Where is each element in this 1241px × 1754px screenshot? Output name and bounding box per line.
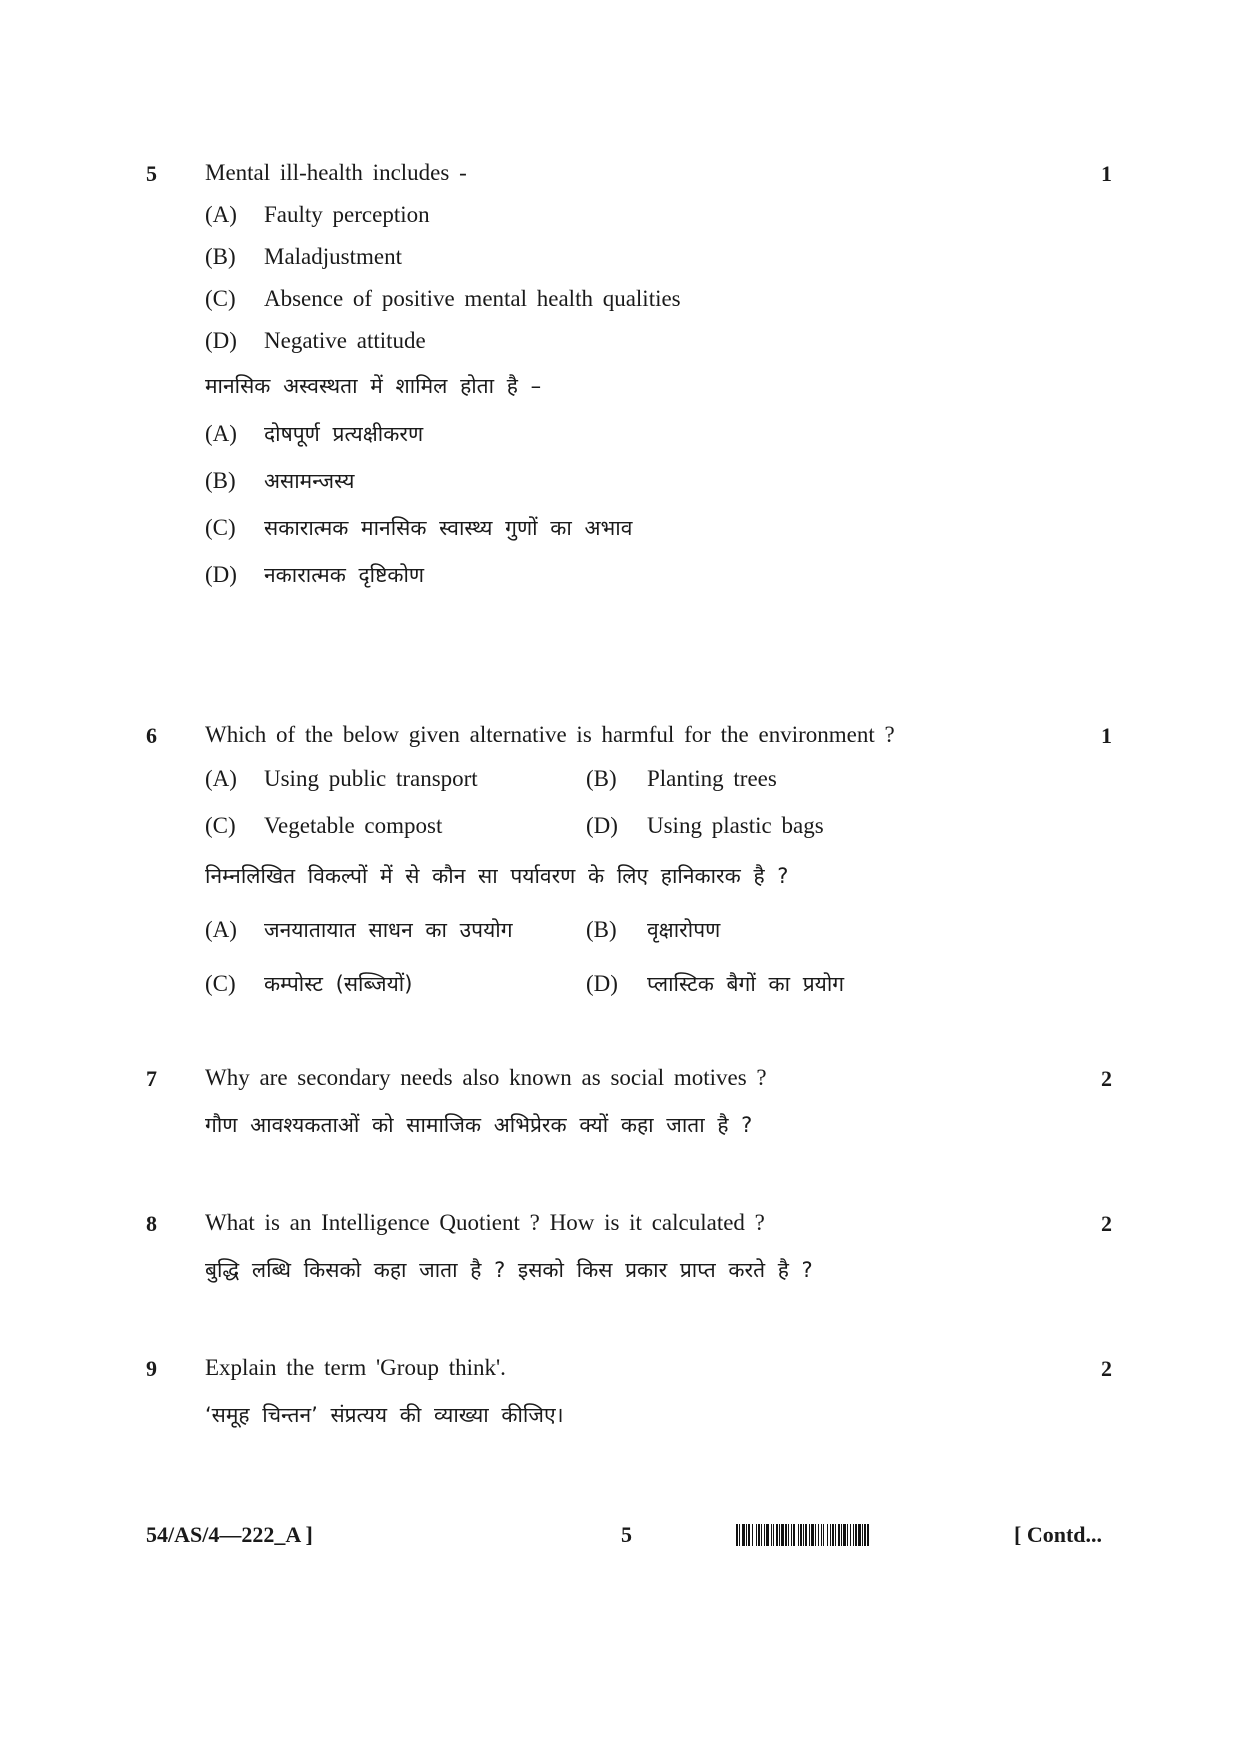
option-a-hi [205, 420, 423, 448]
question-marks: 2 [1101, 1356, 1112, 1381]
option-text: जनयातायात साधन का उपयोग [264, 918, 513, 942]
option-label: (D) [586, 813, 618, 838]
option-label: (B) [205, 468, 236, 493]
option-text: Vegetable compost [264, 813, 443, 838]
option-label: (D) [205, 562, 237, 587]
question-number: 6 [146, 723, 157, 748]
option-label: (D) [205, 328, 237, 353]
question-text-en: Which of the below given alternative is harmful for the environment ? [205, 722, 895, 747]
option-a-en [205, 766, 478, 792]
option-c-hi [205, 514, 632, 542]
option-label: (B) [586, 917, 617, 942]
question-number: 9 [146, 1356, 157, 1381]
option-text: Negative attitude [264, 328, 426, 353]
option-d-hi [205, 561, 424, 589]
option-text: Using plastic bags [647, 813, 824, 838]
option-c-en [205, 286, 681, 312]
option-text: Maladjustment [264, 244, 402, 269]
option-text: दोषपूर्ण प्रत्यक्षीकरण [264, 422, 424, 446]
option-text: Faulty perception [264, 202, 430, 227]
continued-label: [ Contd... [1014, 1522, 1103, 1547]
barcode-icon [736, 1524, 994, 1546]
option-b-en [205, 244, 402, 270]
option-label: (A) [205, 421, 237, 446]
option-label: (A) [205, 766, 237, 791]
option-label: (C) [205, 813, 236, 838]
option-b-hi [205, 467, 354, 495]
question-text-hi: मानसिक अस्वस्थता में शामिल होता है – [205, 374, 542, 398]
paper-code: 54/AS/4—222_A ] [146, 1522, 313, 1547]
option-label: (B) [586, 766, 617, 791]
option-c-en [205, 813, 442, 839]
question-text-en: Why are secondary needs also known as social motives ? [205, 1065, 767, 1090]
option-a-hi [205, 916, 513, 944]
option-text: Using public transport [264, 766, 478, 791]
option-text: सकारात्मक मानसिक स्वास्थ्य गुणों का अभाव [264, 516, 633, 540]
question-marks: 1 [1101, 161, 1112, 186]
question-number: 7 [146, 1066, 157, 1091]
option-text: असामन्जस्य [264, 469, 355, 493]
option-a-en [205, 202, 430, 228]
option-label: (C) [205, 515, 236, 540]
option-label: (D) [586, 971, 618, 996]
option-text: नकारात्मक दृष्टिकोण [264, 563, 425, 587]
option-c-hi [205, 970, 412, 998]
question-text-hi: निम्नलिखित विकल्पों में से कौन सा पर्यावरण के लिए हानिकारक है ? [205, 864, 789, 888]
question-number: 5 [146, 161, 157, 186]
option-text: Planting trees [647, 766, 777, 791]
option-text: Absence of positive mental health qualities [264, 286, 681, 311]
option-label: (C) [205, 971, 236, 996]
option-d-hi [586, 970, 844, 998]
option-b-hi [586, 916, 720, 944]
option-d-en [205, 328, 426, 354]
option-label: (A) [205, 202, 237, 227]
question-text-hi: ‘समूह चिन्तन’ संप्रत्यय की व्याख्या कीजिए। [205, 1403, 564, 1427]
question-text-en: Mental ill-health includes - [205, 160, 467, 185]
option-d-en [586, 813, 824, 839]
question-text-en: Explain the term 'Group think'. [205, 1355, 506, 1380]
option-b-en [586, 766, 777, 792]
option-label: (A) [205, 917, 237, 942]
question-number: 8 [146, 1211, 157, 1236]
option-text: कम्पोस्ट (सब्जियों) [264, 972, 413, 996]
question-marks: 2 [1101, 1066, 1112, 1091]
question-text-hi: बुद्धि लब्धि किसको कहा जाता है ? इसको किस प्रकार प्राप्त करते है ? [205, 1258, 813, 1282]
option-text: प्लास्टिक बैगों का प्रयोग [647, 972, 845, 996]
question-text-hi: गौण आवश्यकताओं को सामाजिक अभिप्रेरक क्यों कहा जाता है ? [205, 1113, 753, 1137]
option-label: (B) [205, 244, 236, 269]
question-marks: 1 [1101, 723, 1112, 748]
question-marks: 2 [1101, 1211, 1112, 1236]
question-text-en: What is an Intelligence Quotient ? How is it calculated ? [205, 1210, 765, 1235]
page-number: 5 [621, 1522, 632, 1547]
option-label: (C) [205, 286, 236, 311]
option-text: वृक्षारोपण [647, 918, 721, 942]
